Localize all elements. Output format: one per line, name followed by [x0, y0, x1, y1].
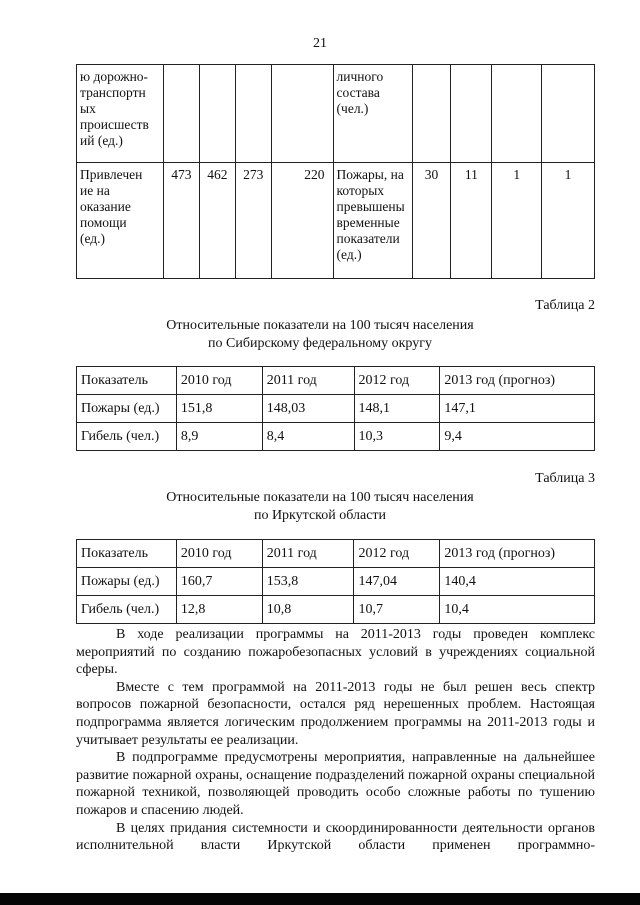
table2-subtitle: по Сибирскому федеральному округу [208, 336, 432, 351]
empty-cell [235, 65, 271, 163]
sfo-indicators-table [76, 366, 595, 451]
table-row [77, 395, 595, 423]
table-cell: 10,4 [440, 596, 595, 624]
table-cell: 30 [412, 163, 451, 279]
table-cell: Гибель (чел.) [77, 596, 177, 624]
table-cell: 151,8 [176, 395, 262, 423]
paragraph: Вместе с тем программой на 2011-2013 годы не был решен весь спектр вопросов пожарной безопасности, остался ряд нерешенных проблем. Настоящая подпрограмма является логическим продолжением программы на 2011-2013 годы и учитывает результаты ее реализации. [76, 679, 595, 748]
row-label-dtp: ю дорожно- транспортн ых происшеств ий (ед.) [77, 65, 164, 163]
table-cell: 148,03 [262, 395, 354, 423]
header-cell: 2011 год [262, 367, 354, 395]
row-label-assistance: Привлечен ие на оказание помощи (ед.) [77, 163, 164, 279]
table-cell: 10,7 [354, 596, 440, 624]
table-cell: 1 [492, 163, 542, 279]
table3-subtitle: по Иркутской области [253, 508, 387, 523]
header-cell: 2010 год [176, 367, 262, 395]
table-row [77, 65, 595, 163]
table-cell: 462 [199, 163, 235, 279]
table-cell: Гибель (чел.) [77, 423, 177, 451]
header-cell: 2013 год (прогноз) [440, 540, 595, 568]
table-cell: 10,8 [262, 596, 354, 624]
table-cell: 147,04 [354, 568, 440, 596]
header-cell: 2011 год [262, 540, 354, 568]
table-row [77, 163, 595, 279]
table3-title: Относительные показатели на 100 тысяч населения [166, 490, 474, 505]
empty-cell [492, 65, 542, 163]
header-cell: 2010 год [176, 540, 262, 568]
empty-cell [271, 65, 333, 163]
empty-cell [451, 65, 492, 163]
body-text [76, 626, 595, 855]
empty-cell [163, 65, 199, 163]
table-cell: 9,4 [440, 423, 595, 451]
table-cell: 10,3 [354, 423, 440, 451]
header-cell: 2012 год [354, 540, 440, 568]
table-row [77, 423, 595, 451]
paragraph: В ходе реализации программы на 2011-2013 годы проведен комплекс мероприятий по созданию пожаробезопасных условий в учреждениях социальной сферы. [76, 627, 595, 678]
header-cell: Показатель [77, 367, 177, 395]
row-label-personnel: личного состава (чел.) [333, 65, 412, 163]
paragraph: В подпрограмме предусмотрены мероприятия, направленные на дальнейшее развитие пожарной охраны, оснащение подразделений пожарной охраны специальной пожарной техникой, позволяющей проводить особо сложные работы по тушению пожаров и спасению людей. [76, 750, 595, 818]
table-cell: 8,9 [176, 423, 262, 451]
table-cell: 140,4 [440, 568, 595, 596]
empty-cell [199, 65, 235, 163]
table-cell: 220 [271, 163, 333, 279]
table-header-row [77, 540, 595, 568]
scan-edge-bar [0, 893, 640, 905]
header-cell: 2012 год [354, 367, 440, 395]
table-header-row [77, 367, 595, 395]
table3-caption: Таблица 3 [535, 471, 595, 486]
table-cell: 160,7 [176, 568, 262, 596]
table-cell: 11 [451, 163, 492, 279]
table-cell: Пожары (ед.) [77, 395, 177, 423]
table2-title: Относительные показатели на 100 тысяч населения [166, 318, 474, 333]
table2-caption: Таблица 2 [535, 298, 595, 313]
table-cell: 148,1 [354, 395, 440, 423]
page-number: 21 [313, 36, 327, 51]
table-cell: 8,4 [262, 423, 354, 451]
header-cell: Показатель [77, 540, 177, 568]
empty-cell [412, 65, 451, 163]
table-cell: 153,8 [262, 568, 354, 596]
table-row [77, 568, 595, 596]
indicators-continuation-table [76, 64, 595, 279]
empty-cell [542, 65, 595, 163]
row-label-fires-exceeded: Пожары, на которых превышены временные показатели (ед.) [333, 163, 412, 279]
table-cell: 273 [235, 163, 271, 279]
paragraph: В целях придания системности и скоординированности деятельности органов исполнительной власти Иркутской области применен программно- [76, 820, 595, 854]
table-cell: 473 [163, 163, 199, 279]
table-cell: 12,8 [176, 596, 262, 624]
table-cell: 1 [542, 163, 595, 279]
header-cell: 2013 год (прогноз) [440, 367, 595, 395]
table-row [77, 596, 595, 624]
irkutsk-indicators-table [76, 539, 595, 624]
table-cell: Пожары (ед.) [77, 568, 177, 596]
table-cell: 147,1 [440, 395, 595, 423]
